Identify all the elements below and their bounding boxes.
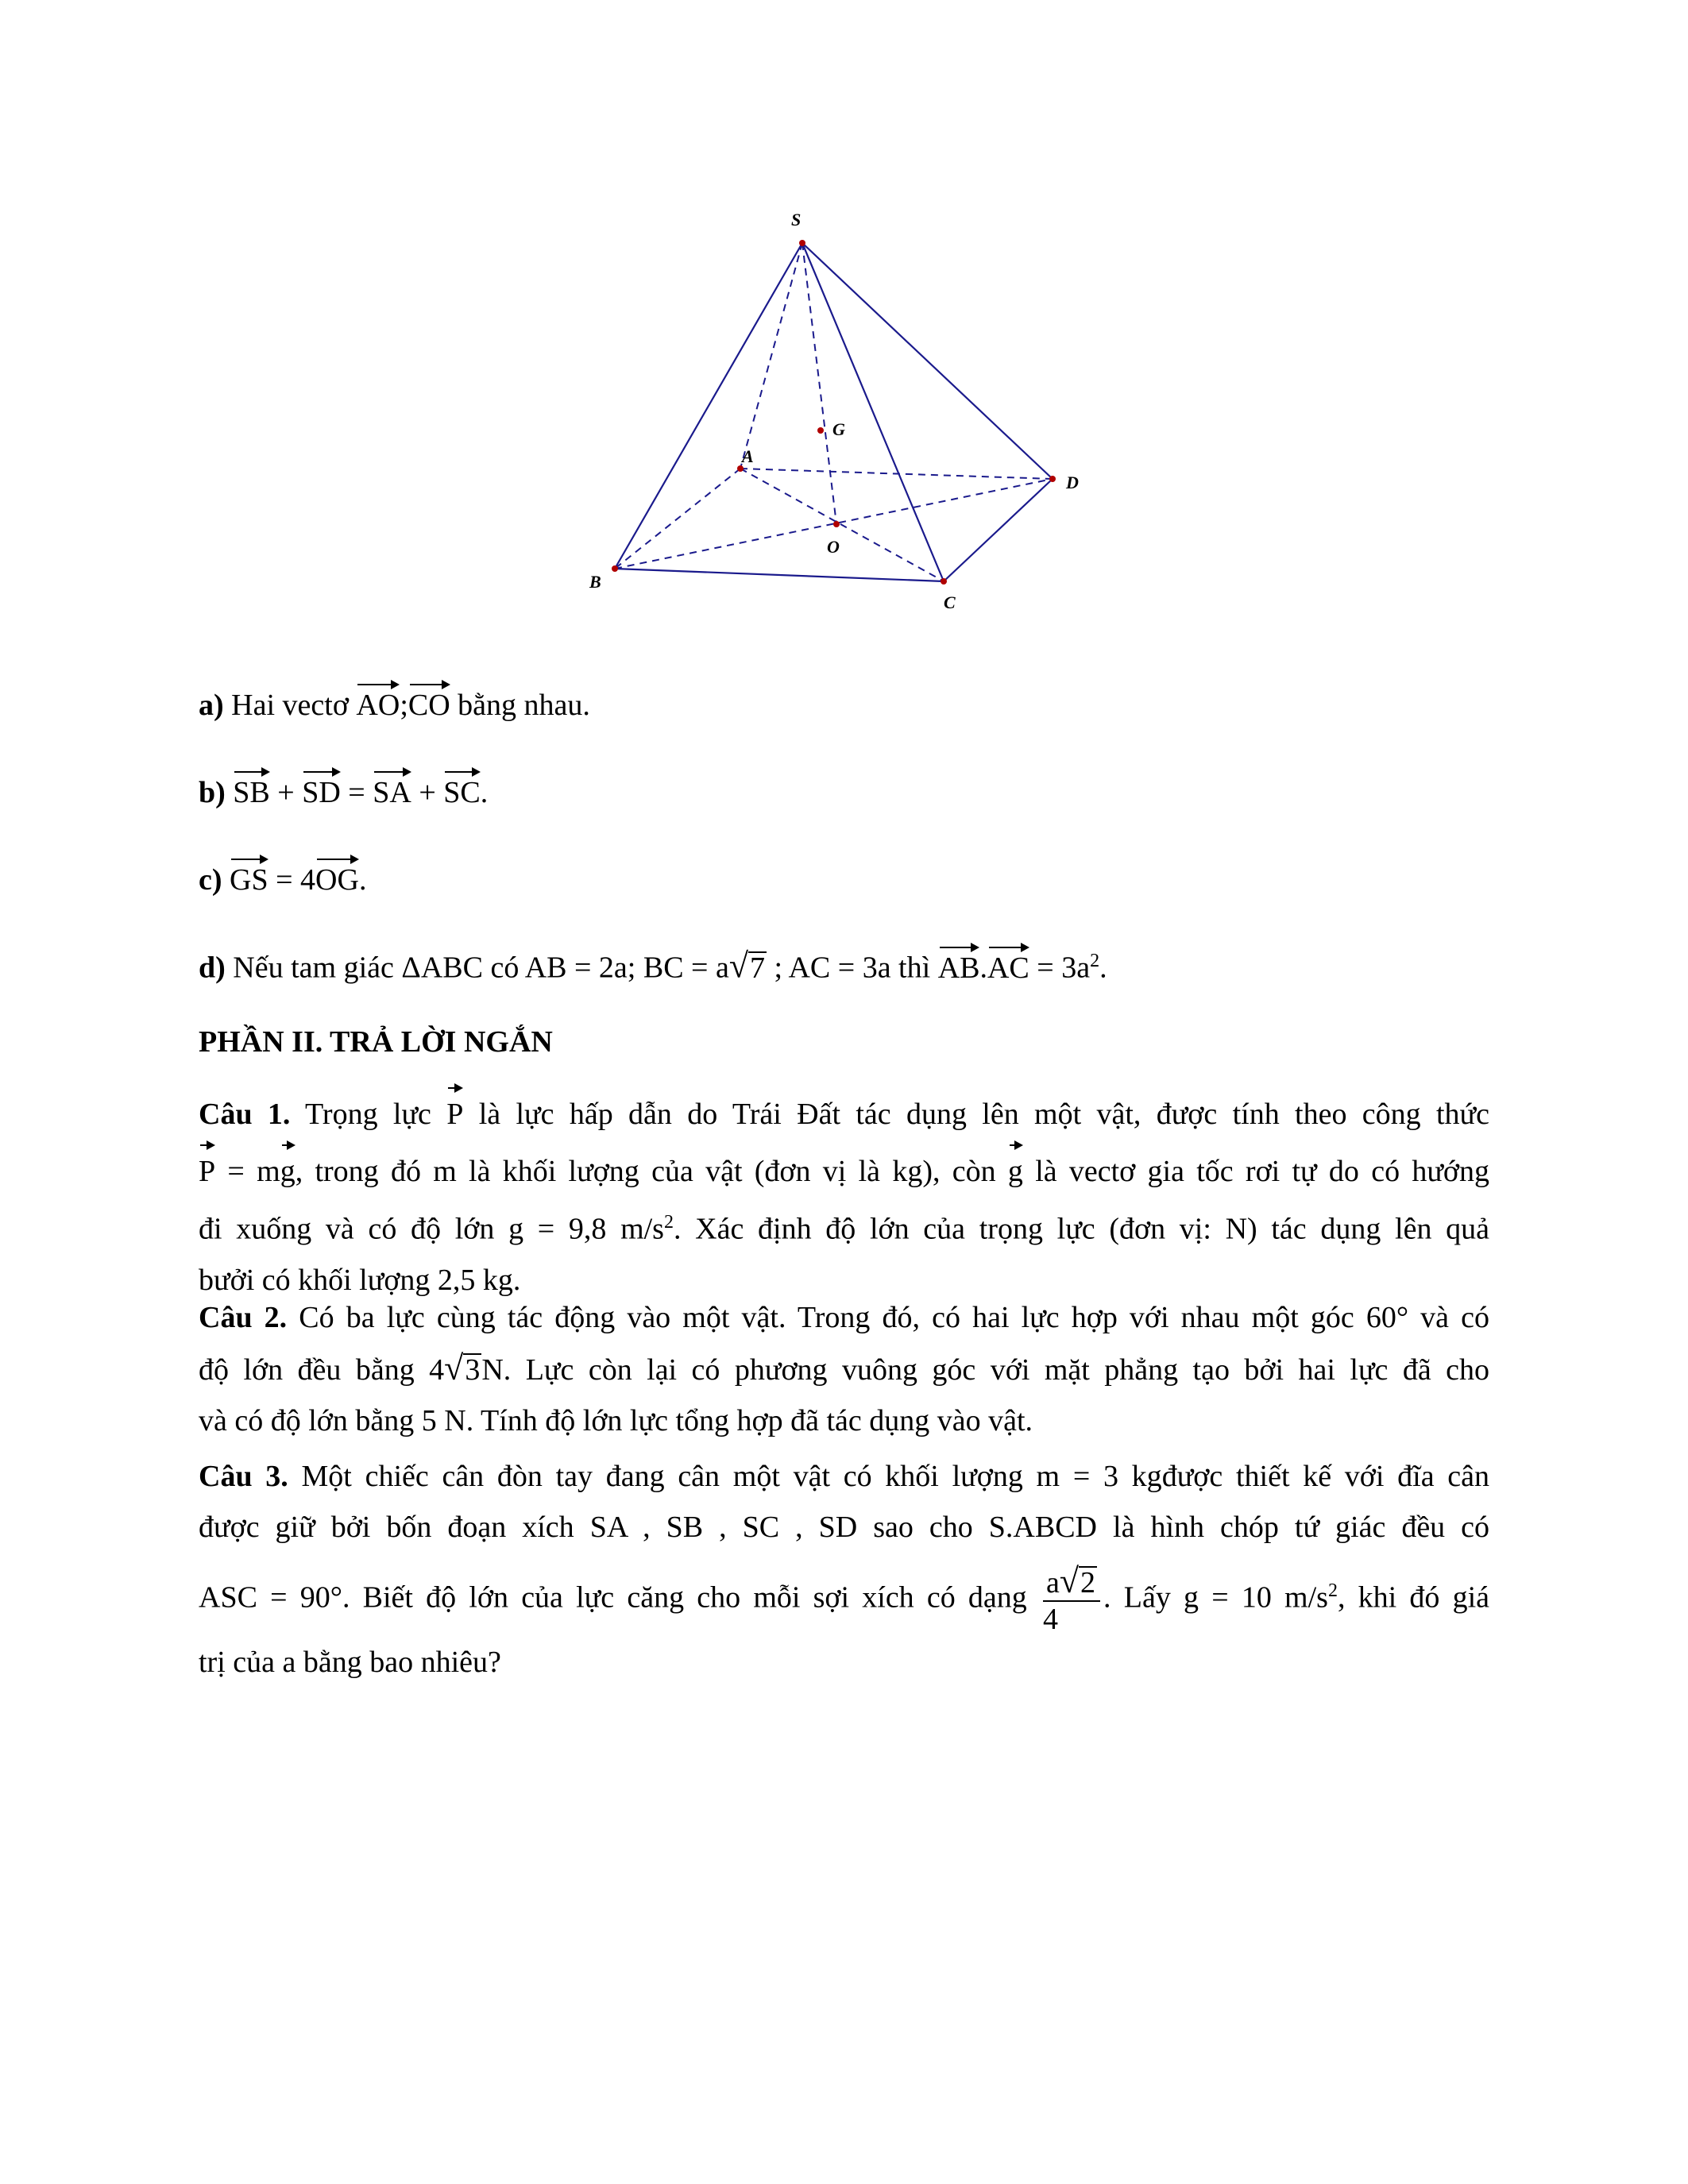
vector-OG: OG <box>315 854 359 900</box>
label-B: B <box>589 572 601 592</box>
fraction-num-radicand: 2 <box>1080 1565 1096 1599</box>
q2-r2b: N. Lực còn lại có phương vuông góc với mặt phẳng tạo bởi hai lực đã cho <box>481 1353 1490 1387</box>
vector-P: P <box>446 1082 463 1140</box>
q1-row-2 <box>199 1140 1489 1197</box>
statement-d-exp: 2 <box>1090 951 1100 971</box>
section-title: PHẦN II. TRẢ LỜI NGẮN <box>199 1025 553 1059</box>
statement-d-text2: ; AC = 3a thì <box>774 951 931 985</box>
q3-r1a: Một chiếc cân đòn tay đang cân một vật có khối lượng <box>301 1460 1023 1493</box>
statement-b-end: . <box>480 776 489 809</box>
dashed-edges <box>615 243 1053 581</box>
statement-a-sep: ; <box>400 689 408 722</box>
q1-row-4: bưởi có khối lượng 2,5 kg. <box>199 1263 521 1297</box>
edge-CD <box>944 479 1053 581</box>
q2-r1: Có ba lực cùng tác động vào một vật. Trong đó, có hai lực hợp với nhau một góc 60° và có <box>299 1301 1489 1334</box>
label-A: A <box>742 446 754 466</box>
vector-g-formula: g <box>280 1140 295 1197</box>
q3-r2a: được giữ bởi bốn đoạn xích <box>199 1511 574 1544</box>
q3-row-2 <box>199 1502 1489 1553</box>
statement-d-bc: BC = a <box>643 951 729 985</box>
vector-AC: AC <box>987 942 1029 988</box>
q1-r1b: là lực hấp dẫn do Trái Đất tác dụng lên một vật, được tính theo công thức <box>478 1098 1489 1131</box>
point-G <box>817 427 824 434</box>
points <box>612 240 1056 585</box>
q3-pyramid: S.ABCD <box>988 1511 1097 1544</box>
vector-AB: AB <box>938 942 980 988</box>
edge-AB <box>615 469 740 569</box>
vector-SA: SA <box>373 766 411 812</box>
vector-AO: AO <box>356 679 400 725</box>
statement-d-label: d) <box>199 951 226 985</box>
dot-product: . <box>979 951 987 985</box>
question-2 <box>199 1292 1489 1446</box>
statement-a-text1: Hai vectơ <box>231 689 349 722</box>
fraction-num-a: a <box>1046 1565 1060 1599</box>
q3-r2b: sao cho <box>873 1511 973 1544</box>
q3-r2d: là hình chóp tứ giác đều có <box>1113 1511 1490 1544</box>
label-D: D <box>1066 473 1079 492</box>
vector-SD: SD <box>302 766 341 812</box>
statement-d-radicand: 7 <box>750 951 766 985</box>
q2-radicand: 3 <box>465 1353 481 1387</box>
question-1 <box>199 1082 1489 1306</box>
question-3 <box>199 1451 1489 1688</box>
q2-row-1 <box>199 1292 1489 1343</box>
statement-c <box>199 854 366 900</box>
q1-r3a: đi xuống và có độ lớn g = 9,8 m/s <box>199 1212 664 1246</box>
vector-SB: SB <box>233 766 269 812</box>
q3-r3c: . Lấy <box>1103 1580 1171 1615</box>
q3-r3b: . Biết độ lớn của lực căng cho mỗi sợi xích có dạng <box>342 1580 1027 1615</box>
op-equal: = <box>348 776 365 809</box>
pyramid-diagram <box>556 199 1128 619</box>
label-S: S <box>791 210 802 230</box>
statement-a-label: a) <box>199 689 224 722</box>
q1-r1a: Trọng lực <box>305 1098 431 1131</box>
q1-label: Câu 1. <box>199 1098 291 1131</box>
label-C: C <box>944 592 956 612</box>
fraction-denominator: 4 <box>1043 1602 1059 1636</box>
q3-gravity: g = 10 m/s <box>1184 1580 1328 1615</box>
edge-SB <box>615 243 802 569</box>
q3-r4b: bằng bao nhiêu? <box>303 1645 501 1679</box>
q3-mass: m = 3 kg <box>1036 1460 1162 1493</box>
q3-r4a: trị của <box>199 1645 276 1679</box>
edge-SD <box>802 243 1053 479</box>
q3-label: Câu 3. <box>199 1460 288 1493</box>
q3-row-1 <box>199 1451 1489 1502</box>
vector-P-formula: P <box>199 1140 215 1197</box>
point-S <box>799 240 805 246</box>
statement-a <box>199 679 590 725</box>
q2-coef: 4 <box>429 1353 445 1387</box>
q2-row-2 <box>199 1343 1489 1395</box>
point-B <box>612 565 618 572</box>
sqrt-sign: √ <box>728 946 749 986</box>
q3-row-3 <box>199 1553 1489 1637</box>
label-G: G <box>832 419 845 439</box>
solid-edges <box>615 243 1053 581</box>
q3-r3d: , khi đó giá <box>1337 1580 1490 1615</box>
q1-r3b: . Xác định độ lớn của trọng lực (đơn vị: N) tác dụng lên quả <box>673 1212 1490 1246</box>
sqrt-sign-3: √ <box>1059 1561 1080 1600</box>
q3-angle: ASC = 90° <box>199 1580 342 1615</box>
q2-row-3: và có độ lớn bằng 5 N. Tính độ lớn lực tổng hợp đã tác dụng vào vật. <box>199 1404 1033 1437</box>
vector-SC: SC <box>443 766 480 812</box>
q3-var-a: a <box>282 1645 296 1679</box>
statement-d-eq: = 3a <box>1037 951 1091 985</box>
statement-d-text1: Nếu tam giác ΔABC có AB = 2a; <box>233 951 636 985</box>
edge-AC <box>740 469 944 581</box>
statement-a-text2: bằng nhau. <box>458 689 590 722</box>
tension-fraction <box>1043 1561 1100 1637</box>
statement-d-end: . <box>1099 951 1107 985</box>
statement-c-end: . <box>358 863 367 897</box>
statement-b <box>199 766 488 812</box>
point-O <box>833 521 840 527</box>
q2-r2a: độ lớn đều bằng <box>199 1353 415 1387</box>
vector-CO: CO <box>408 679 450 725</box>
vector-GS: GS <box>230 854 268 900</box>
op-plus-2: + <box>419 776 436 809</box>
q1-r3exp: 2 <box>663 1212 674 1233</box>
q1-row-1 <box>199 1082 1489 1140</box>
q3-r3exp: 2 <box>1327 1580 1338 1601</box>
q1-r2c: là vectơ gia tốc rơi tự do có hướng <box>1035 1155 1490 1188</box>
statement-c-label: c) <box>199 863 222 897</box>
q3-row-4 <box>199 1637 1489 1688</box>
edge-SA <box>740 243 802 469</box>
point-A <box>737 465 744 472</box>
q1-r2b: , trong đó m là khối lượng của vật (đơn vị là kg), còn <box>295 1155 996 1188</box>
q3-r1b: được thiết kế với đĩa cân <box>1161 1460 1490 1493</box>
point-D <box>1049 476 1056 482</box>
label-O: O <box>827 537 840 557</box>
q1-r2eq: = m <box>227 1155 280 1188</box>
sqrt-sign-2: √ <box>444 1349 464 1387</box>
point-C <box>941 578 947 585</box>
q1-row-3 <box>199 1197 1489 1255</box>
q3-chains: SA , SB , SC , SD <box>589 1511 858 1544</box>
fraction-numerator <box>1043 1561 1100 1602</box>
edge-BC <box>615 569 944 581</box>
q2-label: Câu 2. <box>199 1301 288 1334</box>
statement-b-label: b) <box>199 776 226 809</box>
op-plus-1: + <box>277 776 295 809</box>
statement-c-eq: = 4 <box>276 863 316 897</box>
pyramid-figure <box>556 199 1128 619</box>
vector-g: g <box>1008 1140 1023 1197</box>
statement-d <box>199 941 1107 988</box>
